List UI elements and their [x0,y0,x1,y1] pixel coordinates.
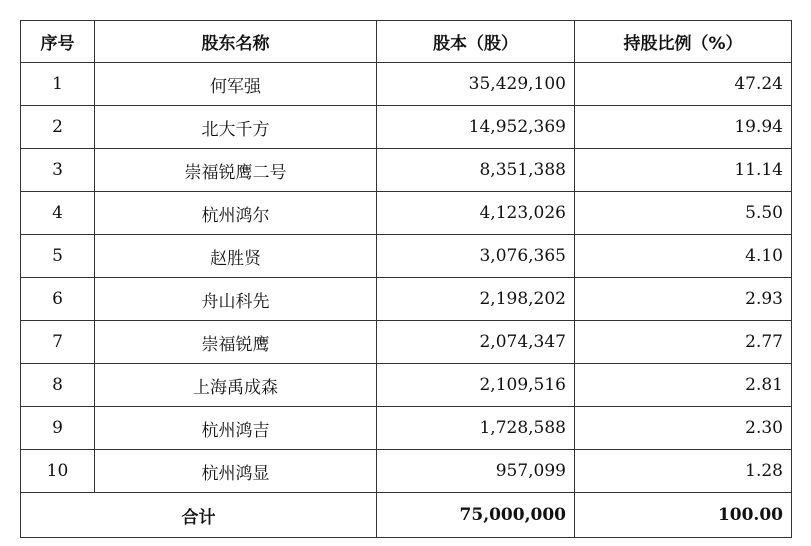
row-name: 上海禹成森 [95,364,377,407]
header-ratio: 持股比例（%） [575,21,792,63]
row-name: 杭州鸿显 [95,450,377,493]
row-ratio: 2.93 [575,278,792,321]
row-ratio: 2.81 [575,364,792,407]
row-name: 北大千方 [95,106,377,149]
row-ratio: 5.50 [575,192,792,235]
row-name: 赵胜贤 [95,235,377,278]
table-row [21,278,792,321]
row-no: 8 [21,364,95,407]
row-ratio: 2.30 [575,407,792,450]
row-name: 崇福锐鹰二号 [95,149,377,192]
row-shares: 4,123,026 [377,192,575,235]
table-row [21,450,792,493]
table-row [21,364,792,407]
header-shares: 股本（股） [377,21,575,63]
row-shares: 3,076,365 [377,235,575,278]
row-name: 舟山科先 [95,278,377,321]
row-ratio: 47.24 [575,63,792,106]
row-shares: 35,429,100 [377,63,575,106]
row-no: 5 [21,235,95,278]
header-name: 股东名称 [95,21,377,63]
total-ratio: 100.00 [575,493,792,538]
total-row [21,493,792,538]
row-ratio: 19.94 [575,106,792,149]
table-row [21,149,792,192]
shareholder-table [20,20,792,538]
total-shares: 75,000,000 [377,493,575,538]
row-ratio: 2.77 [575,321,792,364]
row-ratio: 1.28 [575,450,792,493]
row-ratio: 4.10 [575,235,792,278]
row-ratio: 11.14 [575,149,792,192]
row-shares: 1,728,588 [377,407,575,450]
row-name: 杭州鸿吉 [95,407,377,450]
row-no: 4 [21,192,95,235]
total-label: 合计 [21,493,377,538]
row-no: 3 [21,149,95,192]
header-row [21,21,792,63]
row-no: 2 [21,106,95,149]
row-name: 何军强 [95,63,377,106]
row-shares: 14,952,369 [377,106,575,149]
table-row [21,235,792,278]
row-shares: 957,099 [377,450,575,493]
row-no: 6 [21,278,95,321]
table-row [21,63,792,106]
row-no: 9 [21,407,95,450]
row-shares: 2,074,347 [377,321,575,364]
row-no: 1 [21,63,95,106]
table-row [21,192,792,235]
table-row [21,407,792,450]
row-shares: 2,198,202 [377,278,575,321]
row-name: 崇福锐鹰 [95,321,377,364]
row-shares: 8,351,388 [377,149,575,192]
row-shares: 2,109,516 [377,364,575,407]
row-no: 7 [21,321,95,364]
row-no: 10 [21,450,95,493]
row-name: 杭州鸿尔 [95,192,377,235]
table-row [21,321,792,364]
table-row [21,106,792,149]
header-no: 序号 [21,21,95,63]
